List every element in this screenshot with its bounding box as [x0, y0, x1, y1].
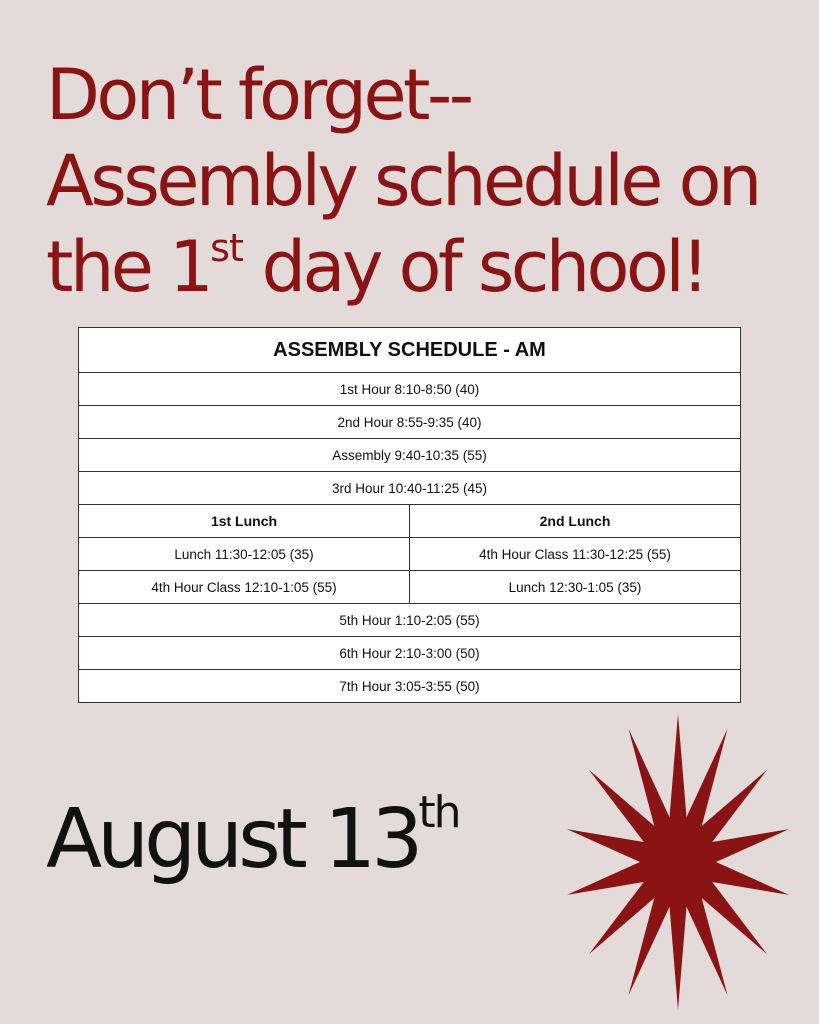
table-row — [79, 373, 741, 406]
period-cell: 5th Hour 1:10-2:05 (55) — [79, 604, 741, 637]
schedule-title: ASSEMBLY SCHEDULE - AM — [79, 328, 741, 373]
date-main: August 13 — [46, 792, 419, 887]
table-row — [79, 439, 741, 472]
first-lunch-header: 1st Lunch — [79, 505, 410, 538]
headline — [46, 52, 806, 310]
first-lunch-cell: Lunch 11:30-12:05 (35) — [79, 538, 410, 571]
period-cell: Assembly 9:40-10:35 (55) — [79, 439, 741, 472]
table-row — [79, 670, 741, 703]
table-title-row — [79, 328, 741, 373]
second-lunch-cell: Lunch 12:30-1:05 (35) — [410, 571, 741, 604]
table-row — [79, 472, 741, 505]
headline-ordinal-suffix: st — [210, 226, 243, 270]
first-lunch-cell: 4th Hour Class 12:10-1:05 (55) — [79, 571, 410, 604]
starburst-shape — [567, 714, 789, 1010]
headline-line-3 — [46, 224, 806, 310]
table-row — [79, 604, 741, 637]
table-row — [79, 538, 741, 571]
second-lunch-header: 2nd Lunch — [410, 505, 741, 538]
assembly-schedule-table — [78, 327, 741, 703]
period-cell: 6th Hour 2:10-3:00 (50) — [79, 637, 741, 670]
table-row — [79, 637, 741, 670]
second-lunch-cell: 4th Hour Class 11:30-12:25 (55) — [410, 538, 741, 571]
period-cell: 3rd Hour 10:40-11:25 (45) — [79, 472, 741, 505]
date-ordinal-suffix: th — [418, 787, 460, 838]
period-cell: 7th Hour 3:05-3:55 (50) — [79, 670, 741, 703]
headline-line-3-start: the 1 — [46, 226, 211, 308]
starburst-icon — [562, 712, 794, 1017]
table-row — [79, 406, 741, 439]
lunch-header-row — [79, 505, 741, 538]
headline-line-1: Don’t forget-- — [46, 54, 471, 136]
period-cell: 2nd Hour 8:55-9:35 (40) — [79, 406, 741, 439]
headline-line-2: Assembly schedule on — [46, 140, 759, 222]
headline-line-3-end: day of school! — [242, 226, 706, 308]
period-cell: 1st Hour 8:10-8:50 (40) — [79, 373, 741, 406]
table-row — [79, 571, 741, 604]
event-date — [46, 787, 460, 887]
